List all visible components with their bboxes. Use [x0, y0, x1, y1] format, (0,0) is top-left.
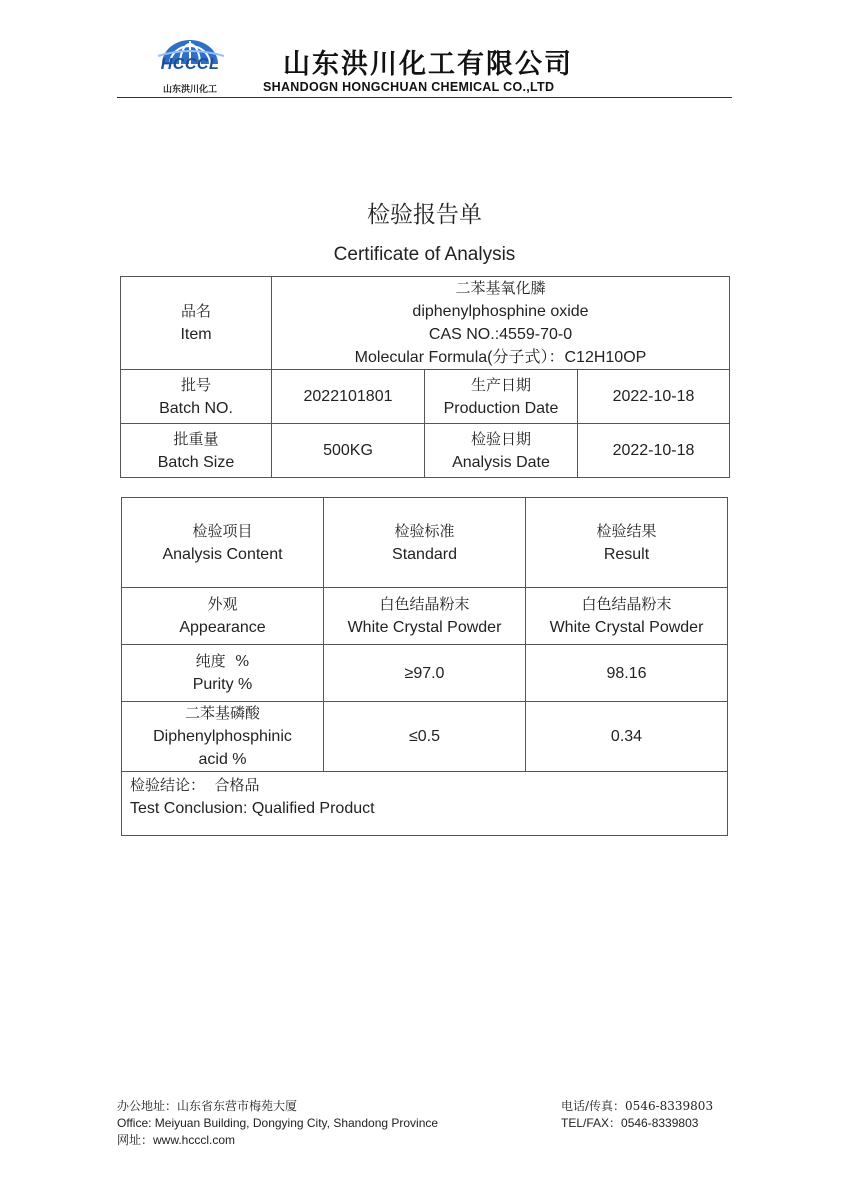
item-en: Diphenylphosphinic acid % — [153, 728, 292, 768]
item-label-cell — [121, 277, 272, 370]
results-header-row — [122, 498, 728, 588]
document-title-en: Certificate of Analysis — [333, 244, 516, 265]
logo-subtitle: 山东洪川化工 — [162, 84, 217, 94]
product-info-table — [120, 276, 730, 478]
footer-contact — [561, 1098, 713, 1132]
column-header: 检验标准 Standard — [324, 498, 526, 588]
column-header: 检验结果 Result — [526, 498, 728, 588]
analysis-date-label-cn: 检验日期 — [470, 429, 531, 448]
standard-value: ≤0.5 — [324, 702, 526, 772]
batch-size-label-cn: 批重量 — [173, 429, 219, 448]
standard-value: ≥97.0 — [324, 645, 526, 702]
table-row — [122, 702, 728, 772]
result-value: 0.34 — [526, 702, 728, 772]
item-cn: 二苯基磷酸 — [184, 704, 260, 722]
table-row — [122, 645, 728, 702]
document-title-cn: 检验报告单 — [367, 202, 482, 228]
company-name-en: SHANDOGN HONGCHUAN CHEMICAL CO.,LTD — [263, 80, 555, 94]
conclusion-en: Test Conclusion: Qualified Product — [130, 800, 375, 817]
analysis-results-table — [121, 497, 728, 836]
header-divider — [117, 97, 732, 98]
standard-en: White Crystal Powder — [347, 619, 502, 636]
item-en: Purity % — [192, 676, 253, 693]
table-row — [122, 588, 728, 645]
production-date: 2022-10-18 — [578, 370, 730, 424]
analysis-date: 2022-10-18 — [578, 424, 730, 478]
batch-label-cn: 批号 — [180, 375, 211, 394]
company-logo — [150, 36, 230, 96]
logo-wordmark: HCCCL — [160, 56, 220, 73]
batch-number: 2022101801 — [272, 370, 425, 424]
footer-address — [117, 1098, 438, 1149]
conclusion-cell — [122, 772, 728, 836]
standard-cn: 白色结晶粉末 — [379, 595, 470, 613]
address-en: Office: Meiyuan Building, Dongying City, Shandong Province — [117, 1116, 439, 1130]
conclusion-row — [122, 772, 728, 836]
item-name-cn: 二苯基氧化膦 — [455, 279, 546, 297]
batch-size-row — [121, 424, 730, 478]
result-value: 98.16 — [526, 645, 728, 702]
result-en: White Crystal Powder — [549, 619, 704, 636]
item-label-cn: 品名 — [180, 302, 211, 320]
batch-row — [121, 370, 730, 424]
item-value-cell — [272, 277, 730, 370]
analysis-date-label-en: Analysis Date — [452, 453, 550, 471]
item-en: Appearance — [179, 619, 266, 636]
batch-size: 500KG — [272, 424, 425, 478]
website: 网址：www.hcccl.com — [117, 1133, 236, 1147]
item-cn: 外观 — [207, 595, 238, 613]
phone-en: TEL/FAX：0546-8339803 — [561, 1116, 699, 1130]
production-date-label-en: Production Date — [443, 399, 559, 417]
conclusion-cn: 检验结论： 合格品 — [130, 776, 260, 794]
item-row — [121, 277, 730, 370]
result-cn: 白色结晶粉末 — [581, 595, 672, 613]
production-date-label-cn: 生产日期 — [470, 375, 531, 394]
column-header: 检验项目 Analysis Content — [122, 498, 324, 588]
item-label-en: Item — [180, 326, 212, 343]
item-name-en: diphenylphosphine oxide — [412, 303, 589, 320]
molecular-formula: Molecular Formula(分子式）：C12H10OP — [354, 349, 647, 366]
batch-size-label-en: Batch Size — [157, 453, 235, 471]
batch-label-en: Batch NO. — [159, 399, 233, 417]
item-cn: 纯度 % — [195, 652, 250, 670]
company-name-cn: 山东洪川化工有限公司 — [283, 49, 573, 80]
address-cn: 办公地址：山东省东营市梅苑大厦 — [117, 1099, 298, 1113]
cas-number: CAS NO.:4559-70-0 — [428, 326, 573, 343]
phone-cn: 电话/传真：0546-8339803 — [561, 1099, 714, 1113]
